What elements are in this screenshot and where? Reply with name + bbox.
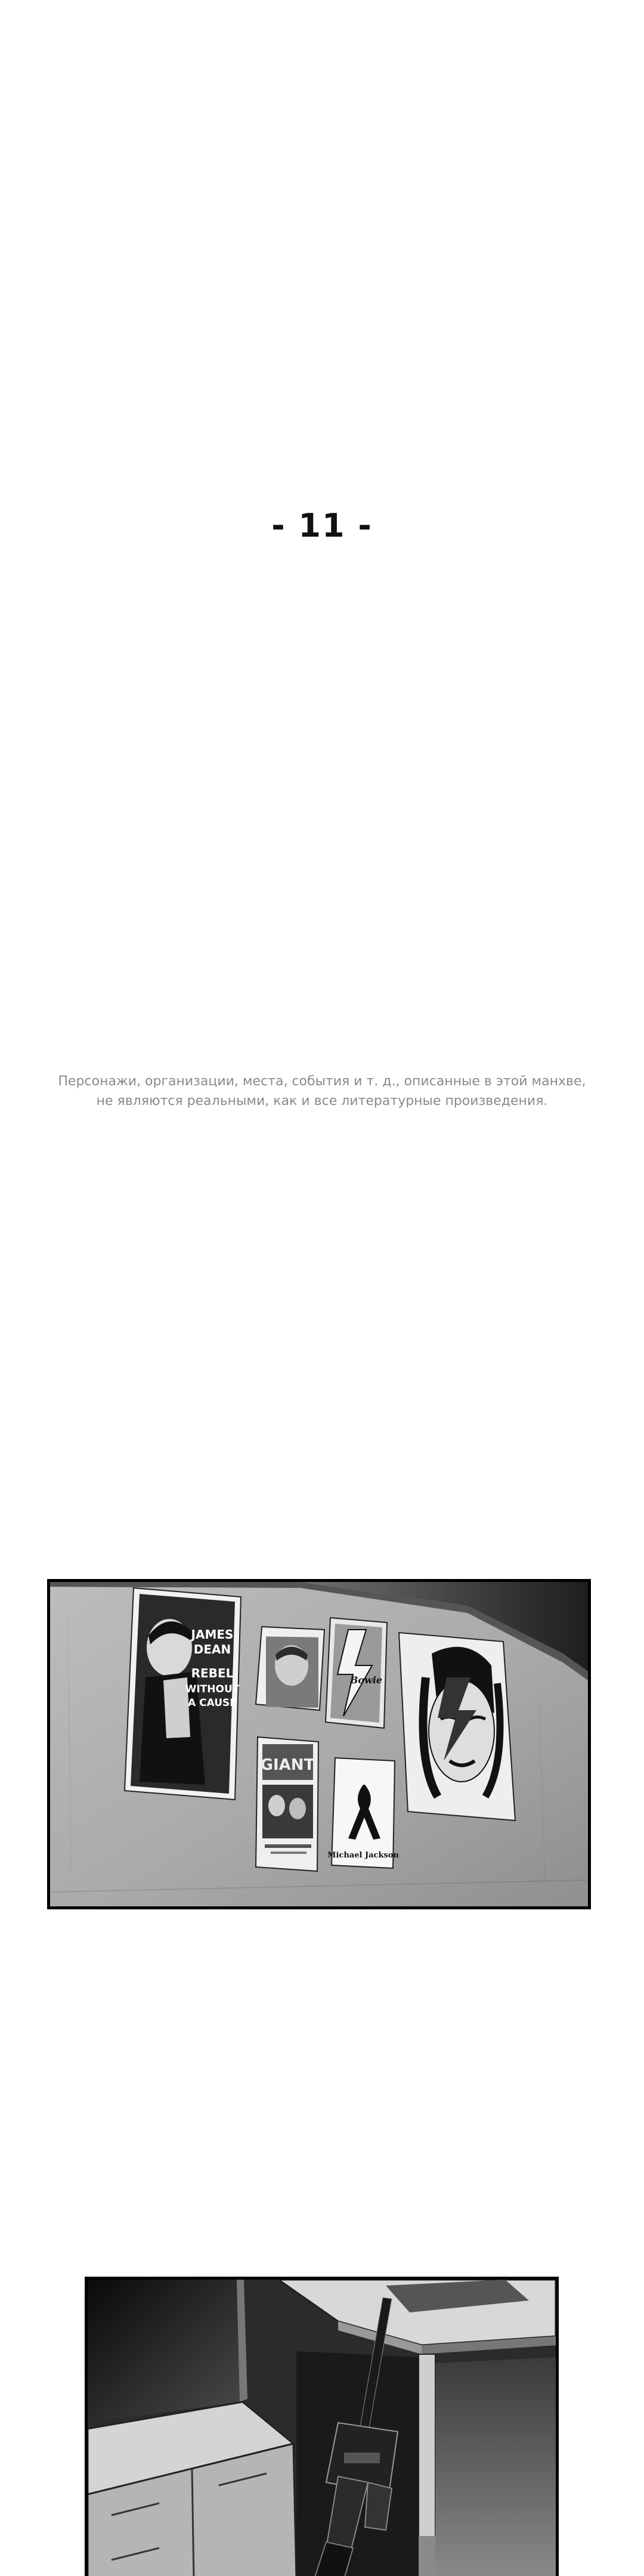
poster-rebel-text-3: REBEL [191, 1666, 234, 1680]
poster-bowie-text: Bowie [349, 1674, 383, 1686]
chapter-number: - 11 - [271, 507, 373, 544]
poster-michael-jackson [327, 1758, 399, 1868]
poster-bowie-face [399, 1633, 515, 1820]
cabinet [88, 2402, 296, 2576]
poster-portrait [256, 1627, 324, 1710]
disclaimer-line-2: не являются реальными, как и все литературные произведения. [96, 1094, 548, 1109]
poster-giant-text: GIANT [260, 1756, 315, 1774]
poster-mj-text: Michael Jackson [327, 1851, 399, 1860]
poster-rebel-text-4: WITHOUT [185, 1683, 240, 1695]
posters-wall-illustration [50, 1582, 588, 1906]
room-desk-rifle-illustration [88, 2280, 556, 2576]
poster-giant [256, 1737, 318, 1871]
poster-rebel-text-1: JAMES [191, 1627, 234, 1642]
comic-panel-posters [47, 1579, 591, 1909]
comic-panel-room [85, 2277, 559, 2576]
poster-bowie-bolt [326, 1618, 387, 1728]
poster-rebel-text-2: DEAN [193, 1642, 231, 1657]
poster-rebel-text-5: A CAUSE [188, 1697, 237, 1709]
disclaimer-text [54, 1072, 590, 1111]
poster-rebel-without-a-cause [125, 1588, 241, 1800]
disclaimer-line-1: Персонажи, организации, места, события и т. д., описанные в этой манхве, [58, 1074, 586, 1089]
